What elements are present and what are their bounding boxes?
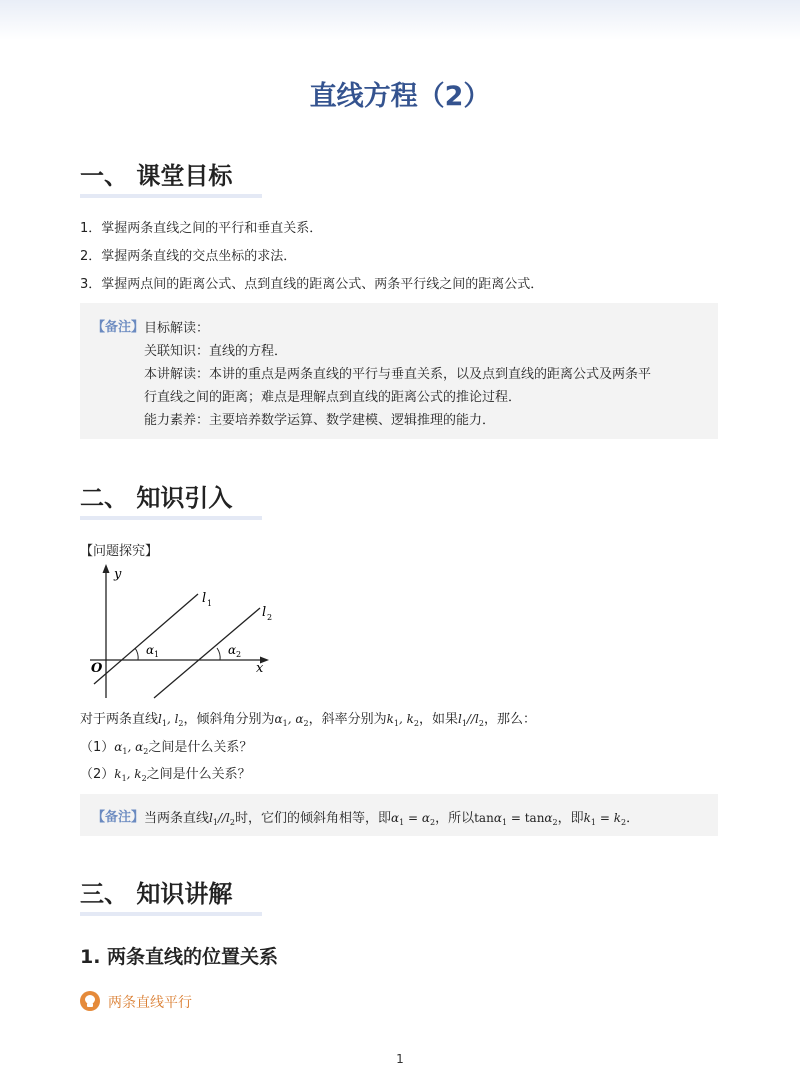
- l1-label: l: [202, 591, 207, 606]
- text-run: （2）: [80, 767, 115, 782]
- question-1: [80, 736, 252, 756]
- note-line: 关联知识：直线的方程．: [144, 344, 288, 359]
- note-tag: 【备注】: [92, 320, 145, 335]
- l2-sub: 2: [267, 613, 273, 622]
- section-heading-intro: 二、 知识引入: [80, 484, 233, 512]
- note-line: 本讲解读：本讲的重点是两条直线的平行与垂直关系，以及点到直线的距离公式及两条平: [144, 367, 652, 382]
- origin-label: O: [91, 661, 103, 676]
- text-run: ，所以: [435, 811, 475, 826]
- math-angles: $\alpha_1$, $\alpha_2$: [114, 740, 149, 756]
- text-run: 对于两条直线: [80, 712, 159, 727]
- heading-underline: [80, 516, 262, 520]
- math-slopes: $k_1$, $k_2$: [386, 712, 419, 728]
- line-l2: [154, 608, 260, 698]
- y-label: y: [114, 567, 122, 582]
- math-angle-equal: $\alpha_1 = \alpha_2$: [391, 811, 436, 827]
- note-line: 目标解读：: [144, 321, 210, 336]
- section-heading-explanation: 三、 知识讲解: [80, 880, 233, 908]
- x-label: x: [256, 661, 264, 676]
- note-tag: 【备注】: [92, 810, 145, 825]
- line-l1: [94, 594, 198, 684]
- alpha1-label: α: [146, 643, 155, 657]
- math-angles: $\alpha_1$, $\alpha_2$: [274, 712, 309, 728]
- subsection-heading: 1. 两条直线的位置关系: [80, 946, 279, 968]
- text-run: 时，它们的倾斜角相等，即: [234, 811, 391, 826]
- math-condition: $l_1//l_2$: [457, 712, 484, 728]
- parallel-lines-figure: [88, 562, 278, 704]
- math-lines: $l_1$, $l_2$: [158, 712, 184, 728]
- math-tan-equal: tanα$_1$ = tanα$_2$: [474, 811, 558, 827]
- alpha2-label: α: [228, 643, 237, 657]
- section-heading-objectives: 一、 课堂目标: [80, 162, 233, 190]
- text-run: 之间是什么关系？: [146, 767, 251, 782]
- l1-sub: 1: [207, 599, 213, 608]
- note-line: 能力素养：主要培养数学运算、数学建模、逻辑推理的能力．: [144, 413, 496, 428]
- text-run: 之间是什么关系？: [148, 740, 253, 755]
- list-item: 1．掌握两条直线之间的平行和垂直关系．: [80, 221, 323, 236]
- note-line: 行直线之间的距离；难点是理解点到直线的距离公式的推论过程．: [144, 390, 522, 405]
- note-box-objectives: [80, 303, 718, 439]
- lightbulb-icon: [80, 991, 100, 1011]
- l2-label: l: [262, 605, 267, 620]
- heading-underline: [80, 912, 262, 916]
- list-item: 2．掌握两条直线的交点坐标的求法．: [80, 249, 297, 264]
- top-gradient-bar: [0, 0, 800, 40]
- text-run: ．: [626, 811, 640, 826]
- page-title: 直线方程（2）: [309, 81, 491, 112]
- problem-statement: [80, 708, 536, 728]
- text-run: ，如果: [418, 712, 458, 727]
- list-item: 3．掌握两点间的距离公式、点到直线的距离公式、两条平行线之间的距离公式．: [80, 277, 544, 292]
- alpha2-sub: 2: [236, 650, 242, 659]
- topic-label: 两条直线平行: [108, 995, 192, 1011]
- note-box-intro: [80, 794, 718, 836]
- alpha1-sub: 1: [154, 650, 160, 659]
- text-run: ，即: [557, 811, 584, 826]
- math-slopes: $k_1$, $k_2$: [114, 767, 147, 783]
- question-2: [80, 763, 251, 783]
- angle-arc-2: [217, 648, 220, 660]
- text-run: ，斜率分别为: [308, 712, 387, 727]
- probe-label: 【问题探究】: [80, 544, 159, 559]
- text-run: 当两条直线: [144, 811, 210, 826]
- text-run: （1）: [80, 740, 115, 755]
- math-slope-equal: $k_1 = k_2$: [583, 811, 627, 827]
- text-run: ，那么：: [483, 712, 536, 727]
- page-number: 1: [396, 1052, 404, 1066]
- y-axis-arrow: [103, 564, 110, 573]
- angle-arc-1: [135, 648, 138, 660]
- heading-underline: [80, 194, 262, 198]
- math-condition: $l_1//l_2$: [209, 811, 235, 827]
- text-run: ，倾斜角分别为: [183, 712, 275, 727]
- note-line: [144, 807, 639, 827]
